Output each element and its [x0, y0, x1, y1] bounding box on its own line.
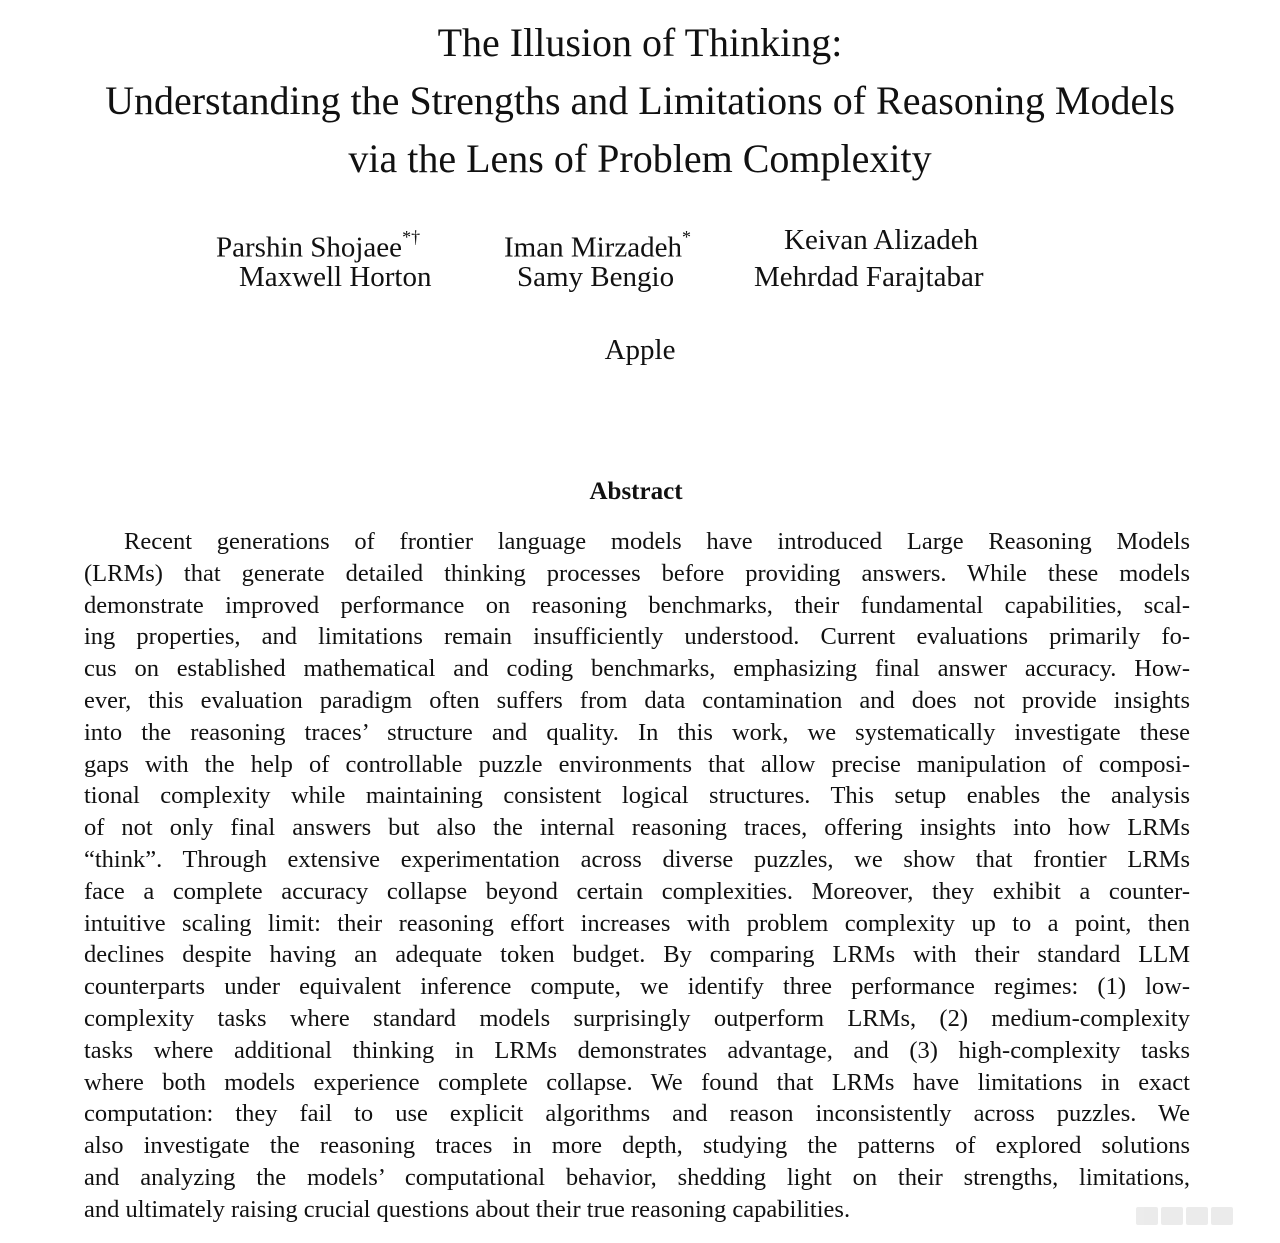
abstract-heading: Abstract [589, 478, 683, 505]
author [754, 259, 983, 296]
author-name: Maxwell Horton [239, 261, 432, 293]
author [517, 259, 674, 296]
abstract-line: cus on established mathematical and coding benchmarks, emphasizing final answer accuracy. How- [84, 655, 1190, 683]
author-name: Parshin Shojaee [216, 231, 403, 264]
watermark-glyph [1211, 1207, 1233, 1225]
watermark-glyph [1186, 1207, 1208, 1225]
abstract-line: demonstrate improved performance on reasoning benchmarks, their fundamental capabilities, scal- [84, 591, 1190, 619]
title-line-2: Understanding the Strengths and Limitations of Reasoning Models [105, 78, 1175, 123]
abstract-line: also investigate the reasoning traces in more depth, studying the patterns of explored solutions [84, 1132, 1190, 1160]
watermark-glyph [1161, 1207, 1183, 1225]
abstract-line: declines despite having an adequate token budget. By comparing LRMs with their standard LLM [84, 941, 1190, 969]
paper-title [0, 14, 1280, 188]
author [784, 222, 978, 259]
abstract-line: “think”. Through extensive experimentation across diverse puzzles, we show that frontier LRMs [84, 845, 1190, 873]
abstract-line: into the reasoning traces’ structure and quality. In this work, we systematically investigate these [84, 718, 1190, 746]
abstract-line: complexity tasks where standard models surprisingly outperform LRMs, (2) medium-complexity [84, 1004, 1190, 1032]
abstract-body [84, 526, 1190, 1226]
abstract-line: tasks where additional thinking in LRMs demonstrates advantage, and (3) high-complexity tasks [84, 1036, 1190, 1064]
abstract-line: ever, this evaluation paradigm often suffers from data contamination and does not provide insights [84, 686, 1190, 714]
watermark [1136, 1207, 1254, 1233]
abstract-line: and analyzing the models’ computational behavior, shedding light on their strengths, limitations, [84, 1163, 1190, 1191]
abstract-line: ing properties, and limitations remain insufficiently understood. Current evaluations primarily fo- [84, 623, 1190, 651]
title-line-3: via the Lens of Problem Complexity [348, 136, 932, 181]
abstract-line: computation: they fail to use explicit algorithms and reason inconsistently across puzzles. We [84, 1100, 1190, 1128]
author [239, 259, 432, 296]
abstract-line: of not only final answers but also the internal reasoning traces, offering insights into how LRMs [84, 814, 1190, 842]
author-name: Iman Mirzadeh [504, 231, 682, 264]
abstract-line: intuitive scaling limit: their reasoning effort increases with problem complexity up to a point, then [84, 909, 1190, 937]
author-name: Keivan Alizadeh [784, 224, 979, 256]
abstract-line: (LRMs) that generate detailed thinking processes before providing answers. While these models [84, 559, 1190, 587]
author-mark: *† [402, 227, 421, 247]
abstract-line: and ultimately raising crucial questions about their true reasoning capabilities. [84, 1195, 851, 1223]
author-name: Mehrdad Farajtabar [754, 261, 984, 293]
watermark-glyph [1136, 1207, 1158, 1225]
author-name: Samy Bengio [517, 261, 675, 293]
abstract-line: gaps with the help of controllable puzzle environments that allow precise manipulation of composi- [84, 750, 1190, 778]
title-line-1: The Illusion of Thinking: [437, 20, 843, 65]
abstract-line: tional complexity while maintaining consistent logical structures. This setup enables the analysis [84, 782, 1190, 810]
abstract-line: Recent generations of frontier language models have introduced Large Reasoning Models [124, 528, 1190, 555]
author-mark: * [681, 227, 691, 247]
abstract-line: where both models experience complete collapse. We found that LRMs have limitations in exact [84, 1068, 1190, 1096]
abstract-line: face a complete accuracy collapse beyond certain complexities. Moreover, they exhibit a counter- [84, 877, 1190, 905]
abstract-line: counterparts under equivalent inference compute, we identify three performance regimes: (1) low- [84, 973, 1190, 1001]
affiliation: Apple [604, 334, 676, 366]
